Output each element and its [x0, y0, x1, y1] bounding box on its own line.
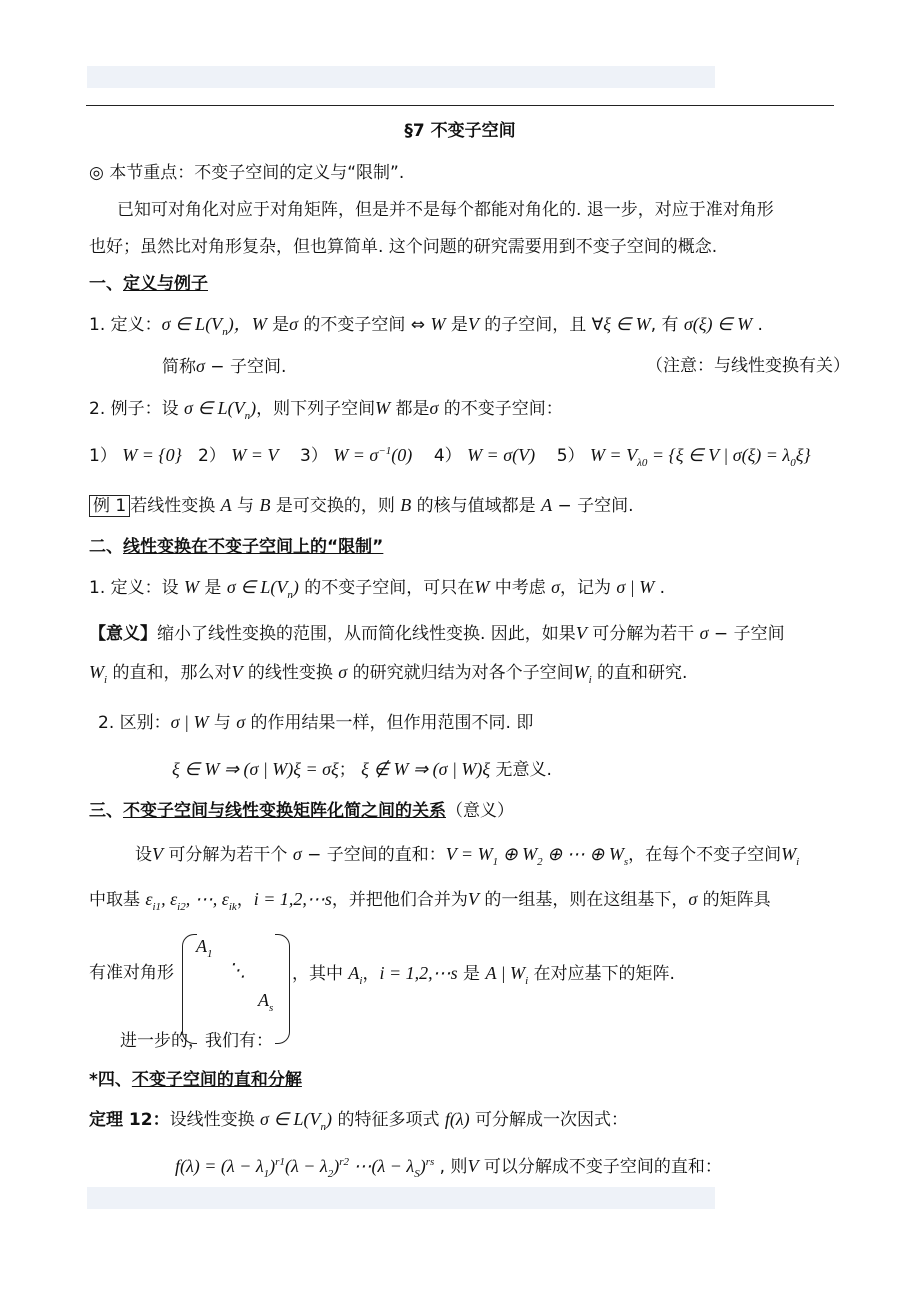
- examples-intro: 2. 例子：设 σ ∈ $L(V_n)$，则下列子空间W 都是σ 的不变子空间：: [89, 398, 563, 422]
- matrix-entry-as: $A_s$: [258, 990, 274, 1014]
- intro-line-2: 也好；虽然比对角形复杂，但也算简单. 这个问题的研究需要用到不变子空间的概念.: [89, 237, 718, 257]
- block-diagonal-label: 有准对角形: [89, 963, 174, 983]
- header-watermark-bar: [87, 66, 715, 88]
- decomposition-line-2: 中取基 $\varepsilon_{i1}$, $\varepsilon_{i2}$, ⋯, $\varepsilon_{ik}$，i = 1,2,⋯s，并把他们合并为V 的一组基，则在这组基下，σ 的矩阵具: [89, 889, 771, 913]
- definition-2: 1. 定义：设 W 是 σ ∈ $L(V_n)$ 的不变子空间，可只在W 中考虑 σ，记为 σ | W .: [89, 577, 666, 601]
- section-1-heading: 一、定义与例子: [89, 274, 208, 294]
- examples-list: 1） W = {0} 2） W = V 3） $W = \sigma^{-1}(0)$ 4） W = σ(V) 5） $W = V_{\lambda 0} = \{\xi$ ∈ V | $\sigma(\xi) = \lambda_0\xi$}: [89, 445, 811, 469]
- difference: 2. 区别：σ | W 与 σ 的作用结果一样，但作用范围不同. 即: [98, 712, 534, 733]
- matrix-left-bracket: [182, 934, 197, 1044]
- section-4-heading: *四、不变子空间的直和分解: [89, 1070, 302, 1090]
- note: （注意：与线性变换有关）: [646, 356, 850, 376]
- definition-1: 1. 定义：σ ∈ $L(V_n)$，W 是σ 的不变子空间 ⇔ W 是V 的子空间，且 ∀ξ ∈ W, 有 σ(ξ) ∈ W .: [89, 314, 763, 338]
- footer-watermark-bar: [87, 1187, 715, 1209]
- matrix-right-bracket: [275, 934, 290, 1044]
- characteristic-polynomial: $f(\lambda) = (\lambda - \lambda_1)^{r1}(\lambda - \lambda_2)^{r2}$ ⋯(λ − $\lambda_S)^{rs}$ , 则V 可以分解成不变子空间的直和：: [175, 1156, 722, 1180]
- intro-line-1: 已知可对角化对应于对角矩阵，但是并不是每个都能对角化的. 退一步，对应于准对角形: [117, 200, 774, 220]
- section-3-heading: 三、不变子空间与线性变换矩阵化简之间的关系（意义）: [89, 801, 514, 821]
- section-title: §7 不变子空间: [404, 121, 516, 141]
- header-rule: [86, 105, 834, 106]
- matrix-entry-a1: $A_1$: [196, 936, 213, 960]
- block-diagonal-desc: ，其中 $A_i$，i = 1,2,⋯s 是 A | $W_i$ 在对应基下的矩阵.: [292, 963, 675, 987]
- further-note: 进一步的，我们有：: [120, 1031, 273, 1051]
- theorem-12: 定理 12：设线性变换 σ ∈ $L(V_n)$ 的特征多项式 f(λ) 可分解成一次因式：: [89, 1109, 629, 1133]
- decomposition-line-1: 设V 可分解为若干个 σ − 子空间的直和：$V = W_1$ ⊕ $W_2$ ⊕ ⋯ ⊕ $W_s$，在每个不变子空间$W_i$: [135, 844, 800, 868]
- matrix-dots: ⋱: [228, 960, 246, 980]
- example-1-label: 例 1: [89, 495, 130, 517]
- section-2-heading: 二、线性变换在不变子空间上的“限制”: [89, 537, 384, 557]
- example-1: 例 1 若线性变换 A 与 B 是可交换的，则 B 的核与值域都是 A − 子空间.: [89, 493, 634, 518]
- key-point: ◎ 本节重点：不变子空间的定义与“限制”.: [89, 163, 405, 183]
- meaning-line-1: 【意义】缩小了线性变换的范围，从而简化线性变换. 因此，如果V 可分解为若干 σ − 子空间: [89, 623, 785, 644]
- implication: ξ ∈ W ⇒ (σ | W)ξ = σξ； ξ ∉ W ⇒ (σ | W)ξ 无意义.: [172, 759, 552, 780]
- short-name: 简称σ − 子空间.: [162, 356, 287, 377]
- meaning-line-2: $W_i$ 的直和，那么对V 的线性变换 σ 的研究就归结为对各个子空间$W_i$ 的直和研究.: [89, 662, 688, 686]
